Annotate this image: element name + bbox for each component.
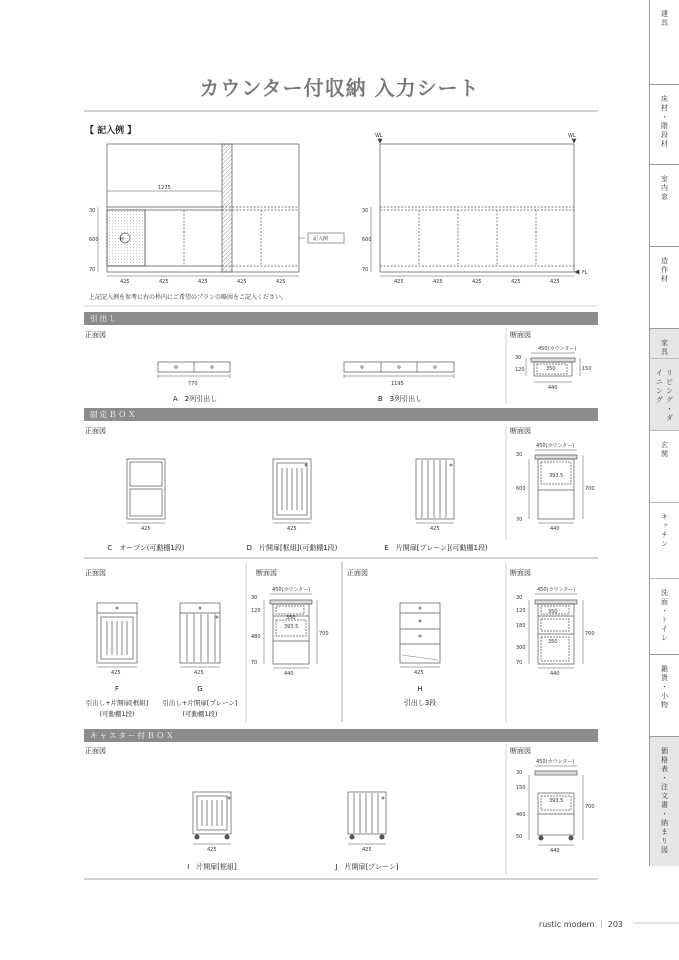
dim-1275: 1275 bbox=[158, 185, 171, 191]
front-view-label: 正面図 bbox=[85, 569, 106, 577]
caption-g-2: (可動棚1段) bbox=[182, 710, 218, 718]
dim-425: 425 bbox=[120, 279, 130, 285]
box-h-front bbox=[400, 603, 440, 667]
sect-120: 120 bbox=[251, 608, 261, 614]
sect-30: 30 bbox=[516, 770, 523, 776]
sidebar-tab-label: 造作材 bbox=[660, 257, 669, 284]
wl-marker-left bbox=[378, 139, 382, 143]
front-view-label: 正面図 bbox=[85, 331, 106, 339]
dim-425: 425 bbox=[550, 279, 560, 285]
sect-70: 70 bbox=[516, 660, 523, 666]
sect-440: 440 bbox=[550, 671, 560, 677]
dim-425-f: 425 bbox=[111, 670, 121, 676]
sidebar-tab-label: 洗面・トイレ bbox=[660, 589, 669, 643]
dim-425-c: 425 bbox=[141, 526, 151, 532]
caption-f-1: 引出し+片開扉[框組] bbox=[85, 699, 149, 707]
sect-700: 700 bbox=[585, 631, 595, 637]
dim-425-h: 425 bbox=[414, 670, 424, 676]
dim-425: 425 bbox=[394, 279, 404, 285]
sect-3935: 393.5 bbox=[549, 473, 564, 479]
box-c-front bbox=[127, 459, 165, 523]
footer-page-number: rustic modern ｜ 203 bbox=[538, 920, 623, 929]
dim-425: 425 bbox=[472, 279, 482, 285]
fl-label: FL bbox=[582, 270, 588, 276]
sect-350: 350 bbox=[286, 615, 296, 621]
box-e-front bbox=[416, 459, 454, 523]
wl-left-label: WL bbox=[375, 133, 383, 139]
band-hikidashi: 引出し bbox=[84, 312, 598, 325]
dim-425-g: 425 bbox=[194, 670, 204, 676]
drawer-a-front bbox=[158, 362, 230, 378]
dim-425-i: 425 bbox=[207, 847, 217, 853]
dim-600-left: 600 bbox=[89, 237, 99, 243]
sect-450: 450(カウンター) bbox=[537, 587, 576, 593]
box-f-front bbox=[97, 603, 137, 667]
box-d-front bbox=[273, 459, 311, 523]
sect-350a: 350 bbox=[548, 609, 558, 615]
dim-30-left: 30 bbox=[89, 208, 96, 214]
sect-70: 70 bbox=[516, 517, 523, 523]
sidebar-tab-label: 床材・階段材 bbox=[660, 95, 669, 149]
sect-450: 450(カウンター) bbox=[538, 346, 577, 352]
sect-70: 70 bbox=[251, 660, 258, 666]
caption-c: C オープン(可動棚1段) bbox=[107, 544, 185, 552]
caption-h: 引出し3段 bbox=[403, 699, 437, 707]
sect-440: 440 bbox=[550, 526, 560, 532]
example-note: 上記記入例を参考に右の枠内にご希望のプランの略図をご記入ください。 bbox=[89, 294, 288, 301]
page-title: カウンター付収納 入力シート bbox=[199, 76, 480, 100]
sect-440: 440 bbox=[550, 848, 560, 854]
box-g-front bbox=[180, 603, 220, 667]
sect-120: 120 bbox=[515, 367, 525, 373]
sect-120: 120 bbox=[516, 608, 526, 614]
sidebar-tab-label: 家具 bbox=[660, 339, 669, 357]
sect-30: 30 bbox=[516, 595, 523, 601]
sect-460: 460 bbox=[516, 812, 526, 818]
dim-425: 425 bbox=[433, 279, 443, 285]
sidebar-tab-label: 室内窓 bbox=[660, 175, 669, 202]
band-kotei: 固定ＢＯＸ bbox=[84, 408, 598, 421]
sect-350b: 350 bbox=[548, 639, 558, 645]
dim-70-left: 70 bbox=[89, 267, 96, 273]
kinyu-tag-label: 記入例 bbox=[313, 236, 329, 242]
sect-30: 30 bbox=[251, 595, 258, 601]
front-view-label: 正面図 bbox=[85, 427, 106, 435]
sidebar-tab-label: 玄関 bbox=[660, 441, 669, 459]
wl-marker-right bbox=[572, 139, 576, 143]
caption-f-2: (可動棚1段) bbox=[99, 710, 135, 718]
sect-440: 440 bbox=[284, 671, 294, 677]
sect-450: 450(カウンター) bbox=[536, 759, 575, 765]
sect-30: 30 bbox=[515, 355, 522, 361]
sect-700: 700 bbox=[319, 631, 329, 637]
sect-150: 150 bbox=[516, 785, 526, 791]
dim-600-right: 600 bbox=[362, 237, 372, 243]
label-g: G bbox=[197, 685, 203, 693]
dim-425: 425 bbox=[511, 279, 521, 285]
sidebar-tab-label: 価格表・注文書・納まり図 bbox=[660, 747, 669, 855]
example-dotted-box bbox=[107, 210, 145, 266]
dim-70-right: 70 bbox=[362, 267, 369, 273]
band-caster: キャスター付ＢＯＸ bbox=[84, 729, 598, 742]
caption-e: E 片開扉[プレーン](可動棚1段) bbox=[384, 544, 488, 552]
sect-350: 350 bbox=[546, 366, 556, 372]
dim-1195: 1195 bbox=[391, 381, 404, 387]
sect-3935: 393.5 bbox=[284, 624, 299, 630]
sect-700: 700 bbox=[585, 804, 595, 810]
box-i-front bbox=[193, 792, 231, 844]
wl-right-label: WL bbox=[568, 133, 576, 139]
sect-150: 150 bbox=[582, 366, 592, 372]
input-frame-drawing bbox=[371, 139, 579, 276]
caption-g-1: 引出し+片開扉[プレーン] bbox=[162, 699, 238, 707]
section-view-label: 断面図 bbox=[510, 427, 531, 435]
label-f: F bbox=[114, 685, 120, 693]
fl-marker bbox=[575, 270, 579, 274]
example-hatch-wall bbox=[222, 144, 232, 272]
h-section bbox=[529, 594, 583, 668]
sect-50: 50 bbox=[516, 834, 523, 840]
caption-i: I 片開扉[框組] bbox=[187, 863, 237, 871]
dim-30-right: 30 bbox=[362, 208, 369, 214]
example-heading: 【 記入例 】 bbox=[85, 126, 137, 136]
front-view-label: 正面図 bbox=[85, 747, 106, 755]
sidebar-tab-label: 雑貨・小物 bbox=[660, 665, 669, 710]
dim-425: 425 bbox=[276, 279, 286, 285]
section-view-label: 断面図 bbox=[510, 331, 531, 339]
dim-425-d: 425 bbox=[287, 526, 297, 532]
sidebar-tab-label: キッチン bbox=[660, 513, 669, 549]
drawer-b-front bbox=[344, 362, 454, 378]
dim-425-j: 425 bbox=[362, 847, 372, 853]
sect-480: 480 bbox=[251, 634, 261, 640]
caption-d: D 片開扉[框組](可動棚1段) bbox=[246, 544, 338, 552]
sect-450: 450(カウンター) bbox=[272, 587, 311, 593]
sect-450: 450(カウンター) bbox=[536, 443, 575, 449]
caption-a: A 2列引出し bbox=[172, 395, 218, 403]
sect-180: 180 bbox=[516, 623, 526, 629]
sect-3935: 393.5 bbox=[549, 798, 564, 804]
front-view-label: 正面図 bbox=[347, 569, 368, 577]
sidebar-tab-label: 建具 bbox=[660, 10, 669, 28]
dim-425-e: 425 bbox=[430, 526, 440, 532]
dim-425: 425 bbox=[237, 279, 247, 285]
fg-section bbox=[264, 594, 317, 668]
section-view-label: 断面図 bbox=[256, 569, 277, 577]
sect-30: 30 bbox=[516, 452, 523, 458]
box-section bbox=[529, 450, 583, 523]
example-drawing-left bbox=[98, 144, 305, 276]
dim-425: 425 bbox=[159, 279, 169, 285]
label-h: H bbox=[417, 685, 423, 693]
sidebar-tab-label: リビング・ダイニング bbox=[655, 369, 674, 423]
sect-300: 300 bbox=[516, 645, 526, 651]
sect-440: 440 bbox=[548, 385, 558, 391]
section-view-label: 断面図 bbox=[510, 747, 531, 755]
caption-j: J 片開扉[プレーン] bbox=[335, 863, 399, 871]
section-view-label: 断面図 bbox=[510, 569, 531, 577]
h-circle-label: H bbox=[120, 237, 124, 243]
dim-770: 770 bbox=[188, 381, 198, 387]
caption-b: B 3列引出し bbox=[377, 395, 423, 403]
box-j-front bbox=[348, 792, 386, 844]
caster-section bbox=[529, 766, 583, 845]
dim-425: 425 bbox=[198, 279, 208, 285]
sect-700: 700 bbox=[585, 486, 595, 492]
sect-600: 600 bbox=[516, 486, 526, 492]
